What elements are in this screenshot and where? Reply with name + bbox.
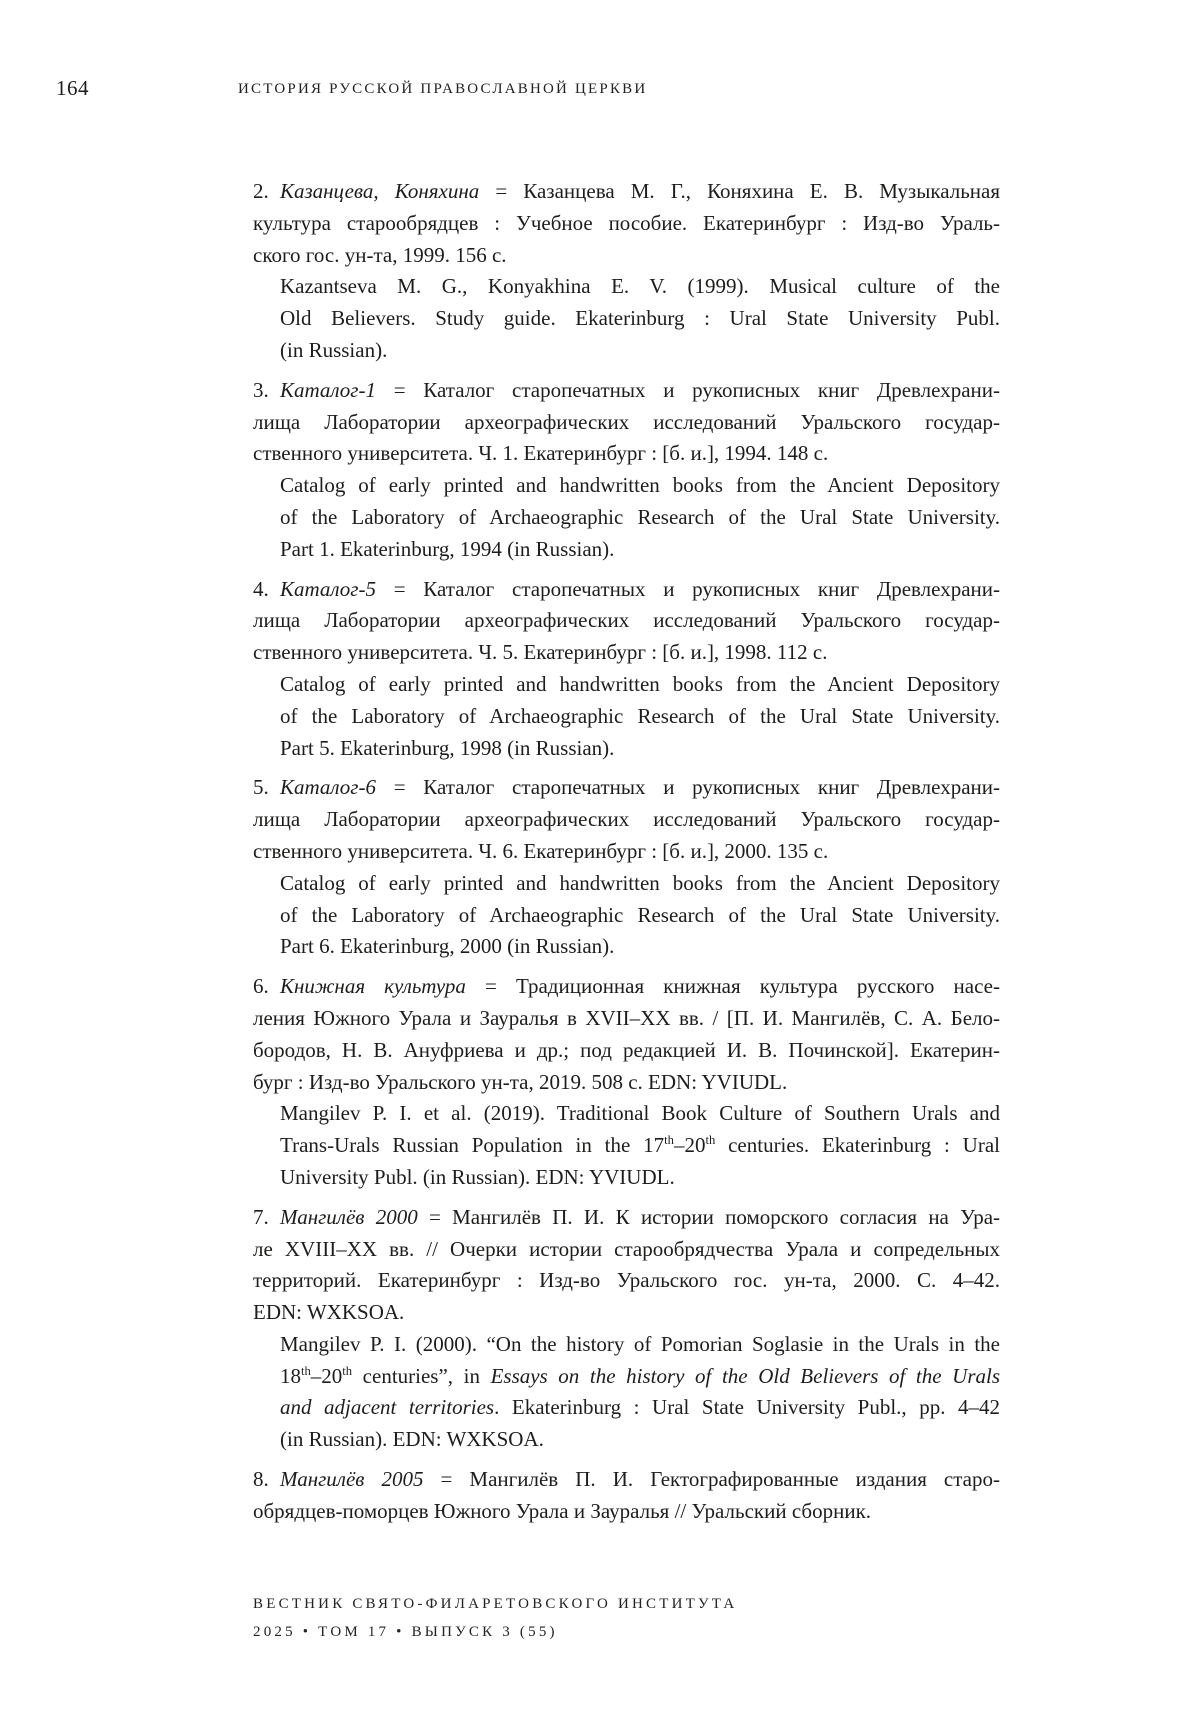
italic-segment: Казанцева, Коняхина: [280, 179, 480, 203]
reference-line: лища Лаборатории археографических исследований Уральского государ-: [253, 608, 1000, 633]
reference-line: of the Laboratory of Archaeographic Research of the Ural State University.: [280, 902, 1000, 927]
reference-line: EDN: WXKSOA.: [253, 1300, 405, 1325]
reference-line: Kazantseva M. G., Konyakhina E. V. (1999). Musical culture of the: [280, 274, 1000, 299]
italic-segment: Мангилёв 2000: [280, 1204, 418, 1229]
reference-line: 6. Книжная культура = Традиционная книжная культура русского насе-: [253, 971, 1000, 1003]
reference-translation: [280, 669, 1000, 764]
page-number: 164: [56, 76, 89, 100]
superscript-segment: th: [664, 1133, 674, 1148]
reference-russian: [253, 1464, 1000, 1528]
reference-line: 7. Мангилёв 2000 = Мангилёв П. И. К истории поморского согласия на Ура-: [253, 1202, 1000, 1234]
italic-segment: Essays on the history of the Old Believers of the Urals: [490, 1363, 1001, 1388]
italic-segment: Каталог-5: [280, 576, 376, 601]
reference-line: лища Лаборатории археографических исследований Уральского государ-: [253, 409, 1000, 434]
reference-line: 2. Казанцева, Коняхина = Казанцева М. Г., Коняхина Е. В. Музыкальная: [253, 176, 1000, 208]
reference-line: Old Believers. Study guide. Ekaterinburg : Ural State University Publ.: [280, 306, 1000, 331]
reference-number: 6.: [253, 974, 269, 999]
reference-line: ления Южного Урала и Зауралья в XVII–XX вв. / [П. И. Мангилёв, С. А. Бело-: [253, 1005, 1000, 1030]
reference-number: 8.: [253, 1467, 269, 1492]
superscript-segment: th: [342, 1363, 353, 1378]
running-head: ИСТОРИЯ РУССКОЙ ПРАВОСЛАВНОЙ ЦЕРКВИ: [238, 81, 648, 97]
reference-line: (in Russian). EDN: WXKSOA.: [280, 1427, 544, 1452]
reference-line: Catalog of early printed and handwritten books from the Ancient Depository: [280, 473, 1000, 498]
reference-line: of the Laboratory of Archaeographic Research of the Ural State University.: [280, 504, 1000, 529]
reference-line: ственного университета. Ч. 6. Екатеринбург : [б. и.], 2000. 135 с.: [253, 838, 829, 863]
reference-line: and adjacent territories. Ekaterinburg : Ural State University Publ., pp. 4–42: [280, 1395, 1000, 1420]
reference-line: лища Лаборатории археографических исследований Уральского государ-: [253, 807, 1000, 832]
reference-russian: [253, 772, 1000, 867]
reference-line: обрядцев-поморцев Южного Урала и Зауралья // Уральский сборник.: [253, 1498, 872, 1523]
reference-line: University Publ. (in Russian). EDN: YVIUDL.: [280, 1164, 675, 1189]
reference-number: 2.: [253, 179, 269, 203]
reference-entry: [253, 574, 1000, 765]
reference-line: ственного университета. Ч. 5. Екатеринбург : [б. и.], 1998. 112 с.: [253, 640, 828, 665]
journal-issue: 2025 • ТОМ 17 • ВЫПУСК 3 (55): [253, 1624, 558, 1640]
reference-translation: [280, 1329, 1000, 1456]
reference-line: территорий. Екатеринбург : Изд-во Уральского гос. ун-та, 2000. С. 4–42.: [253, 1268, 1000, 1293]
reference-line: ственного университета. Ч. 1. Екатеринбург : [б. и.], 1994. 148 с.: [253, 441, 829, 466]
italic-segment: Каталог-1: [280, 377, 376, 402]
journal-title: ВЕСТНИК СВЯТО-ФИЛАРЕТОВСКОГО ИНСТИТУТА: [253, 1596, 738, 1612]
reference-entry: [253, 176, 1000, 367]
reference-line: Trans-Urals Russian Population in the 17th–20th centuries. Ekaterinburg : Ural: [280, 1133, 1000, 1158]
reference-translation: [280, 1098, 1000, 1193]
reference-entry: [253, 1202, 1000, 1456]
reference-entry: [253, 971, 1000, 1194]
reference-line: Mangilev P. I. (2000). “On the history of Pomorian Soglasie in the Urals in the: [280, 1331, 1000, 1356]
reference-line: бург : Изд-во Уральского ун-та, 2019. 508 с. EDN: YVIUDL.: [253, 1069, 788, 1094]
reference-line: of the Laboratory of Archaeographic Research of the Ural State University.: [280, 703, 1000, 728]
reference-entry: [253, 1464, 1000, 1528]
reference-russian: [253, 1202, 1000, 1329]
reference-russian: [253, 971, 1000, 1098]
reference-line: ского гос. ун-та, 1999. 156 с.: [253, 242, 507, 267]
superscript-segment: th: [705, 1133, 716, 1148]
reference-number: 5.: [253, 775, 269, 800]
reference-line: 4. Каталог-5 = Каталог старопечатных и рукописных книг Древлехрани-: [253, 574, 1000, 606]
reference-line: Part 6. Ekaterinburg, 2000 (in Russian).: [280, 934, 615, 959]
reference-translation: [280, 271, 1000, 366]
superscript-segment: th: [301, 1363, 311, 1378]
reference-russian: [253, 574, 1000, 669]
reference-number: 7.: [253, 1204, 269, 1229]
italic-segment: Каталог-6: [280, 775, 376, 800]
reference-number: 3.: [253, 377, 269, 402]
reference-number: 4.: [253, 576, 269, 601]
reference-line: (in Russian).: [280, 337, 388, 362]
reference-line: Catalog of early printed and handwritten books from the Ancient Depository: [280, 870, 1000, 895]
reference-russian: [253, 176, 1000, 271]
page-footer: [253, 1590, 737, 1646]
reference-line: Part 1. Ekaterinburg, 1994 (in Russian).: [280, 536, 615, 561]
reference-line: 18th–20th centuries”, in Essays on the history of the Old Believers of the Urals: [280, 1363, 1001, 1388]
reference-list: [253, 176, 1000, 1528]
italic-segment: and adjacent territories: [280, 1395, 495, 1420]
reference-translation: [280, 868, 1000, 963]
reference-russian: [253, 375, 1000, 470]
italic-segment: Мангилёв 2005: [280, 1467, 424, 1492]
reference-line: 8. Мангилёв 2005 = Мангилёв П. И. Гектографированные издания старо-: [253, 1464, 1000, 1496]
reference-line: 3. Каталог-1 = Каталог старопечатных и рукописных книг Древлехрани-: [253, 375, 1000, 407]
reference-line: Catalog of early printed and handwritten books from the Ancient Depository: [280, 671, 1000, 696]
reference-line: 5. Каталог-6 = Каталог старопечатных и рукописных книг Древлехрани-: [253, 772, 1000, 804]
reference-line: культура старообрядцев : Учебное пособие. Екатеринбург : Изд-во Ураль-: [253, 210, 1000, 235]
reference-line: Part 5. Ekaterinburg, 1998 (in Russian).: [280, 735, 615, 760]
reference-entry: [253, 375, 1000, 566]
italic-segment: Книжная культура: [280, 974, 466, 999]
reference-line: Mangilev P. I. et al. (2019). Traditional Book Culture of Southern Urals and: [280, 1101, 1000, 1126]
reference-entry: [253, 772, 1000, 963]
reference-line: ле XVIII–XX вв. // Очерки истории старообрядчества Урала и сопредельных: [253, 1236, 1000, 1261]
reference-line: бородов, Н. В. Ануфриева и др.; под редакцией И. В. Починской]. Екатерин-: [253, 1037, 1000, 1062]
reference-translation: [280, 470, 1000, 565]
